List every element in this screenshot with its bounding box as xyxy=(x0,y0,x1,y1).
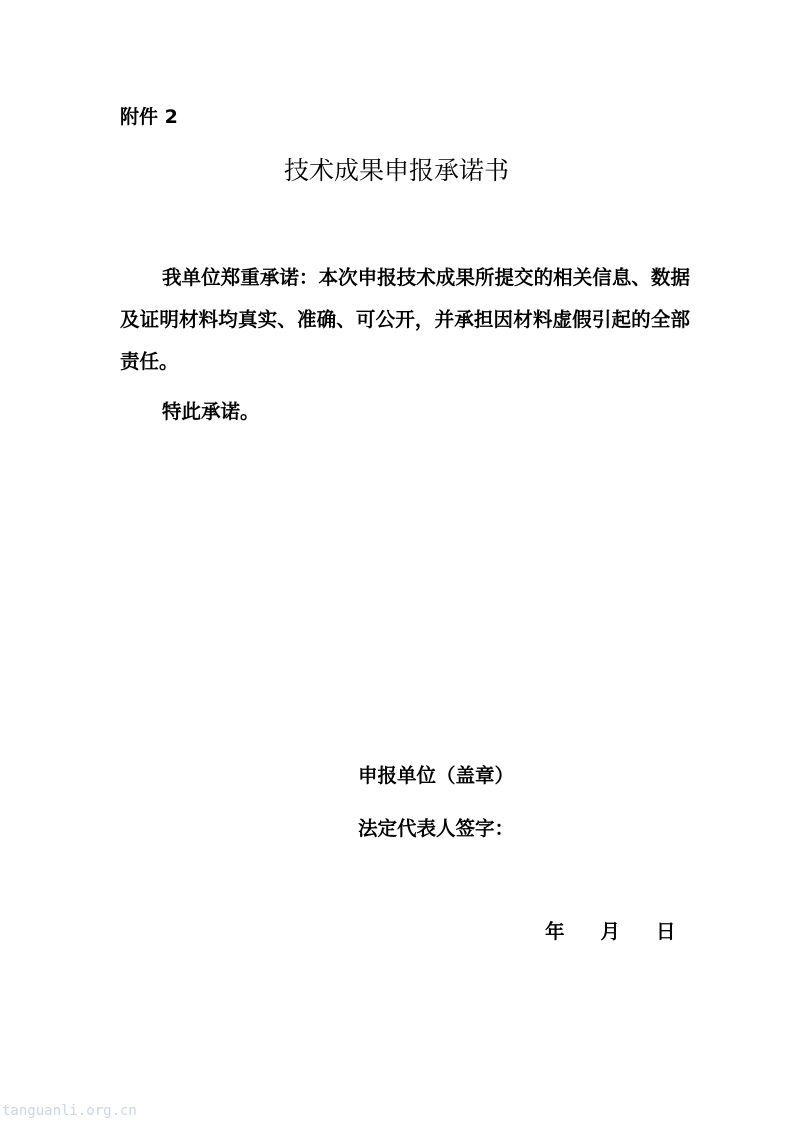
commitment-paragraph: 我单位郑重承诺：本次申报技术成果所提交的相关信息、数据及证明材料均真实、准确、可公开，并承担因材料虚假引起的全部责任。 xyxy=(120,266,690,373)
date-line xyxy=(545,911,676,953)
closing-statement: 特此承诺。 xyxy=(162,400,260,423)
date-year-label: 年 xyxy=(545,920,565,943)
legal-representative-signature-label: 法定代表人签字： xyxy=(358,817,515,840)
applicant-unit-seal-label: 申报单位（盖章） xyxy=(358,764,515,787)
document-title: 技术成果申报承诺书 xyxy=(283,156,509,185)
date-day-label: 日 xyxy=(656,920,676,943)
site-watermark: tanguanli.org.cn xyxy=(2,1103,137,1119)
attachment-label: 附件 2 xyxy=(120,106,178,128)
date-month-label: 月 xyxy=(600,920,621,943)
